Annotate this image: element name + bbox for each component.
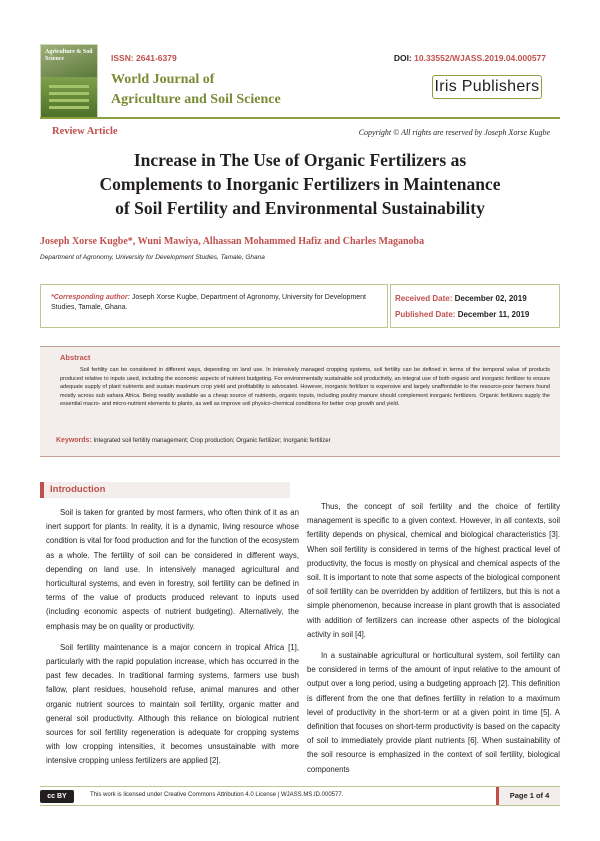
article-type: Review Article bbox=[52, 126, 118, 137]
copyright: Copyright © All rights are reserved by Joseph Xorse Kugbe bbox=[358, 128, 550, 137]
header-rule bbox=[40, 117, 560, 119]
doi[interactable]: DOI: 10.33552/WJASS.2019.04.000577 bbox=[393, 53, 546, 63]
issn: ISSN: 2641-6379 bbox=[111, 53, 177, 63]
page-footer bbox=[40, 786, 560, 806]
published-date: December 11, 2019 bbox=[457, 310, 530, 319]
cover-field-graphic bbox=[41, 77, 97, 117]
corresponding-author-box bbox=[40, 284, 388, 328]
paragraph: Soil is taken for granted by most farmers, who often think of it as an inert support for plants. In reality, it is a dynamic, living resource whose condition is vital for food production and for the function of the ecosystem as a whole. The fertility of soil can be considered in different ways, depending on land use. In intensively managed agricultural and horticultural systems, and even in forestry, soil fertility can be defined in terms of the value of products produced relevant to inputs used (including economic aspects of nutrient budgeting). Alternatively, the emphasis may be on quality or productivity. bbox=[46, 508, 299, 631]
corresponding-author-text: Joseph Xorse Kugbe, Department of Agronomy, University for Development Studies, Tamale, Ghana. bbox=[51, 294, 367, 311]
section-heading-introduction: Introduction bbox=[40, 482, 290, 498]
body-column-left bbox=[46, 506, 299, 776]
abstract-text: Soil fertility can be considered in different ways, depending on land use. In intensively managed cropping systems, soil fertility can be defined in terms of the temporal value of products produced relative to inputs used, including the economic aspects of nutrient budgeting. For environmentally sustainable soil productivity, an integral use of both organic and inorganic fertilizer to ensure adequate supply of plant nutrients and sustain maximum crop yield and profitability is advocated. However, inorganic fertilizer is expensive and largely unaffordable to the resource-poor farmers found mostly across sub sahara Africa. Being readily available as a cheap source of nutrients, organic inputs, including poultry manure should complement inorganic fertilizers. Organic fertilizers supply the essential macro- and micro-nutrient elements to plants, as well as improve soil physico-chemical conditions for better crop growth and yield. bbox=[60, 367, 550, 407]
received-label: Received Date: bbox=[395, 294, 453, 303]
published-label: Published Date: bbox=[395, 310, 456, 319]
publisher-logo: Iris Publishers bbox=[432, 75, 542, 99]
keywords-text: Integrated soil fertility management; Crop production; Organic fertilizer; Inorganic fertilizer bbox=[93, 438, 331, 444]
corresponding-author-label: *Corresponding author: bbox=[51, 294, 130, 301]
paragraph: In a sustainable agricultural or horticultural system, soil fertility can be considered in terms of the amount of input relative to the amount of output over a long period, using a budgeting approach [2]. This definition is different from the one that defines fertility in relation to a maximum level of productivity in the short-term or at a given point in time [5]. A definition that focuses on short-term productivity is based on the capacity of soil to immediately provide plant nutrients [6]. When sustainability of the soil resource is emphasized in the context of soil fertility, biological components bbox=[307, 651, 560, 774]
dates-box bbox=[390, 284, 560, 328]
journal-title: World Journal of Agriculture and Soil Science bbox=[111, 72, 281, 107]
authors: Joseph Xorse Kugbe*, Wuni Mawiya, Alhassan Mohammed Hafiz and Charles Maganoba bbox=[40, 236, 425, 247]
cc-license-icon[interactable]: cc BY bbox=[40, 790, 74, 803]
received-date: December 02, 2019 bbox=[454, 294, 527, 303]
paragraph: Thus, the concept of soil fertility and the choice of fertility management is specific to a given context. However, in all contexts, soil fertility depends on physical, chemical and biological characteristics [3]. When soil fertility is considered in terms of the highest practical level of productivity, the focus is mostly on physical and chemical aspects of the soil. It is important to note that some aspects of the biological component of soil fertility can be overridden by addition of fertilizers, but this is not a simple phenomenon, because increase in plant growth that is associated with addition of fertilizers can increase other aspects of the biological activity in soil [4]. bbox=[307, 502, 560, 639]
body-column-right bbox=[307, 500, 560, 784]
page-number: Page 1 of 4 bbox=[496, 787, 560, 805]
paragraph: Soil fertility maintenance is a major concern in tropical Africa [1], particularly with the rapid population increase, which has occurred in the past few decades. In traditional farming systems, farmers use bush fallow, plant residues, household refuse, animal manures and other organic nutrient sources to maintain soil fertility, organic matter and general soil productivity. Although this reliance on biological nutrient sources for soil fertility regeneration is adequate for cropping systems with low cropping intensities, it becomes unsustainable with more intensive cropping unless fertilizers are applied [2]. bbox=[46, 642, 299, 766]
cover-title: Agriculture & Soil Science bbox=[45, 49, 93, 62]
keywords bbox=[56, 437, 331, 444]
article-title: Increase in The Use of Organic Fertilizers as Complements to Inorganic Fertilizers in Maintenance of Soil Fertility and Environmental Sustainability bbox=[99, 150, 501, 218]
affiliation: Department of Agronomy, University for Development Studies, Tamale, Ghana bbox=[40, 254, 265, 261]
journal-cover-image bbox=[40, 44, 98, 118]
abstract-heading: Abstract bbox=[60, 353, 91, 362]
keywords-label: Keywords: bbox=[56, 437, 92, 444]
license-text: This work is licensed under Creative Commons Attribution 4.0 License | WJASS.MS.ID.000577. bbox=[90, 792, 344, 798]
